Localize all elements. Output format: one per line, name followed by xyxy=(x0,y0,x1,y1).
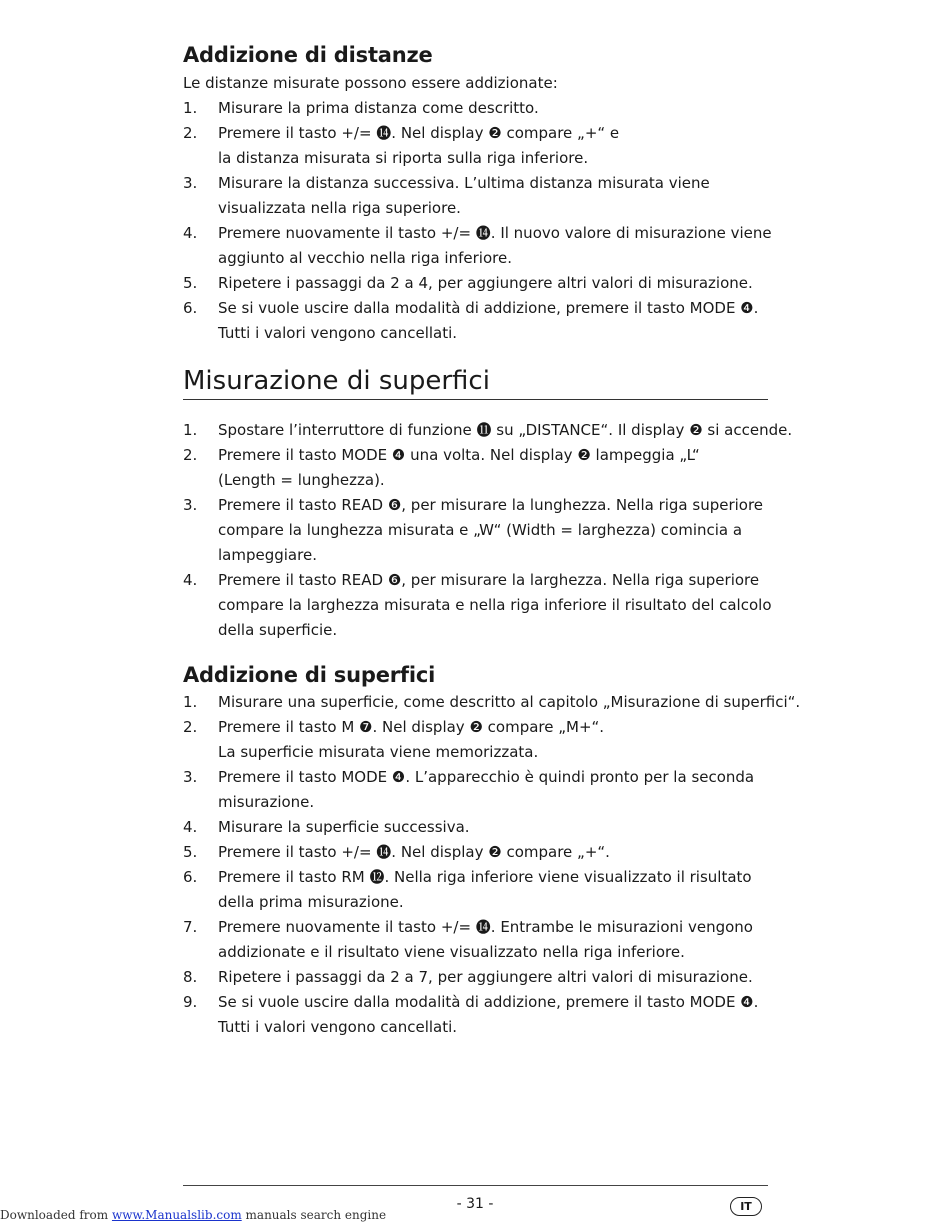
list-item xyxy=(183,690,801,715)
step-number: 5. xyxy=(183,274,198,292)
step-text: aggiunto al vecchio nella riga inferiore. xyxy=(218,249,512,267)
step-text: La superficie misurata viene memorizzata. xyxy=(218,743,539,761)
list-item xyxy=(183,221,773,271)
list-item xyxy=(183,171,773,221)
list-item xyxy=(183,715,773,765)
step-text: Misurare la prima distanza come descritto. xyxy=(218,99,539,117)
step-text: Tutti i valori vengono cancellati. xyxy=(218,1018,458,1036)
step-number: 2. xyxy=(183,446,198,464)
list-item xyxy=(183,493,773,568)
page-number: - 31 - xyxy=(456,1196,494,1212)
steps-list-misurazione-superfici xyxy=(183,418,793,643)
step-text: Premere il tasto +/= ⓮. Nel display ❷ compare „+“ e xyxy=(218,124,620,142)
step-text: lampeggiare. xyxy=(218,546,317,564)
step-number: 2. xyxy=(183,124,198,142)
step-text: Se si vuole uscire dalla modalità di addizione, premere il tasto MODE ❹. xyxy=(218,993,759,1011)
step-number: 8. xyxy=(183,968,198,986)
step-number: 1. xyxy=(183,421,198,439)
step-number: 7. xyxy=(183,918,198,936)
download-prefix: Downloaded from xyxy=(0,1208,109,1222)
list-item xyxy=(183,271,773,296)
section-intro: Le distanze misurate possono essere addizionate: xyxy=(183,74,558,92)
step-text: Premere il tasto MODE ❹. L’apparecchio è quindi pronto per la seconda xyxy=(218,768,755,786)
footer-divider xyxy=(183,1185,768,1186)
step-number: 4. xyxy=(183,224,198,242)
step-text: compare la lunghezza misurata e „W“ (Width = larghezza) comincia a xyxy=(218,521,743,539)
list-item xyxy=(183,121,773,171)
steps-list-addizione-distanze xyxy=(183,96,773,346)
list-item xyxy=(183,915,773,965)
list-item xyxy=(183,443,773,493)
list-item xyxy=(183,840,773,865)
step-number: 6. xyxy=(183,299,198,317)
list-item xyxy=(183,815,773,840)
step-number: 2. xyxy=(183,718,198,736)
step-text: la distanza misurata si riporta sulla riga inferiore. xyxy=(218,149,589,167)
list-item xyxy=(183,990,773,1040)
list-item xyxy=(183,568,773,643)
step-text: Misurare la superficie successiva. xyxy=(218,818,470,836)
step-text: Premere il tasto RM ⓬. Nella riga inferiore viene visualizzato il risultato xyxy=(218,868,752,886)
step-number: 4. xyxy=(183,818,198,836)
step-number: 1. xyxy=(183,693,198,711)
section-title-addizione-superfici: Addizione di superfici xyxy=(183,663,436,687)
step-number: 9. xyxy=(183,993,198,1011)
step-number: 6. xyxy=(183,868,198,886)
step-text: Misurare una superficie, come descritto al capitolo „Misurazione di superfici“. xyxy=(218,693,801,711)
step-number: 3. xyxy=(183,174,198,192)
download-notice xyxy=(0,1208,386,1222)
step-number: 4. xyxy=(183,571,198,589)
list-item xyxy=(183,418,793,443)
download-suffix: manuals search engine xyxy=(245,1208,387,1222)
step-text: Premere il tasto READ ❻, per misurare la lunghezza. Nella riga superiore xyxy=(218,496,764,514)
steps-list-addizione-superfici xyxy=(183,690,801,1040)
list-item xyxy=(183,765,773,815)
step-text: Misurare la distanza successiva. L’ultima distanza misurata viene xyxy=(218,174,710,192)
step-text: Premere nuovamente il tasto +/= ⓮. Il nuovo valore di misurazione viene xyxy=(218,224,772,242)
section-title-misurazione-superfici: Misurazione di superfici xyxy=(183,366,490,396)
step-text: misurazione. xyxy=(218,793,315,811)
step-number: 5. xyxy=(183,843,198,861)
section-divider xyxy=(183,399,768,400)
step-text: (Length = lunghezza). xyxy=(218,471,385,489)
step-text: Tutti i valori vengono cancellati. xyxy=(218,324,458,342)
step-text: della prima misurazione. xyxy=(218,893,404,911)
section-title-addizione-distanze: Addizione di distanze xyxy=(183,43,433,67)
step-text: Premere il tasto READ ❻, per misurare la larghezza. Nella riga superiore xyxy=(218,571,760,589)
language-badge: IT xyxy=(730,1197,762,1216)
manualslib-link[interactable]: www.Manualslib.com xyxy=(111,1208,242,1222)
step-text: addizionate e il risultato viene visualizzato nella riga inferiore. xyxy=(218,943,685,961)
step-text: Ripetere i passaggi da 2 a 4, per aggiungere altri valori di misurazione. xyxy=(218,274,753,292)
list-item xyxy=(183,965,773,990)
list-item xyxy=(183,865,773,915)
step-text: Premere il tasto MODE ❹ una volta. Nel display ❷ lampeggia „L“ xyxy=(218,446,700,464)
step-number: 1. xyxy=(183,99,198,117)
list-item xyxy=(183,296,773,346)
list-item xyxy=(183,96,773,121)
step-text: compare la larghezza misurata e nella riga inferiore il risultato del calcolo xyxy=(218,596,772,614)
step-number: 3. xyxy=(183,496,198,514)
step-number: 3. xyxy=(183,768,198,786)
step-text: Premere il tasto +/= ⓮. Nel display ❷ compare „+“. xyxy=(218,843,610,861)
step-text: Spostare l’interruttore di funzione ⓫ su „DISTANCE“. Il display ❷ si accende. xyxy=(218,421,793,439)
step-text: visualizzata nella riga superiore. xyxy=(218,199,461,217)
step-text: della superficie. xyxy=(218,621,338,639)
step-text: Ripetere i passaggi da 2 a 7, per aggiungere altri valori di misurazione. xyxy=(218,968,753,986)
step-text: Premere nuovamente il tasto +/= ⓮. Entrambe le misurazioni vengono xyxy=(218,918,753,936)
step-text: Se si vuole uscire dalla modalità di addizione, premere il tasto MODE ❹. xyxy=(218,299,759,317)
step-text: Premere il tasto M ❼. Nel display ❷ compare „M+“. xyxy=(218,718,605,736)
